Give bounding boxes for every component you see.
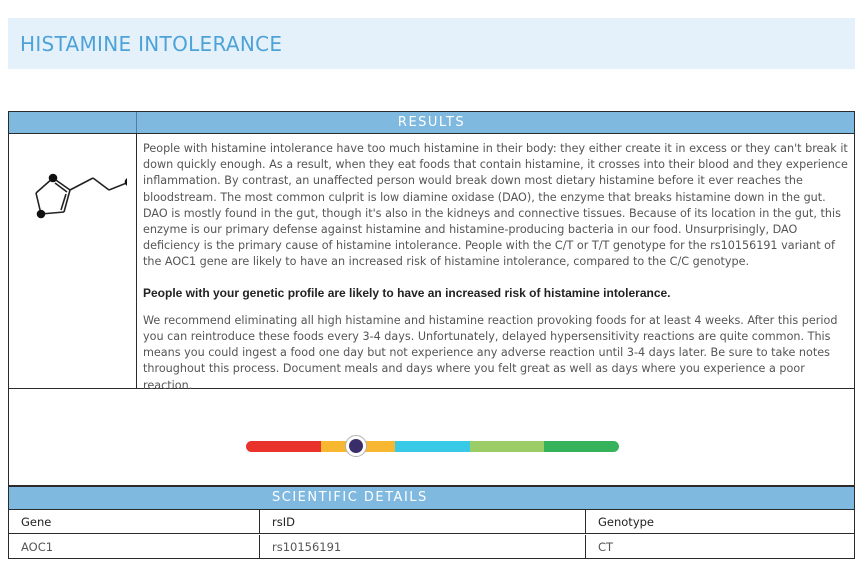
column-header-rsid: rsID — [259, 510, 585, 533]
results-header-label: RESULTS — [397, 115, 466, 130]
results-header — [9, 112, 854, 134]
risk-gauge-panel — [8, 388, 855, 486]
title-bar — [8, 18, 855, 69]
molecule-cell — [9, 134, 137, 388]
gauge-segment-red — [246, 441, 321, 452]
gauge-segment-cyan — [395, 441, 470, 452]
gauge-marker — [345, 435, 367, 457]
column-header-gene: Gene — [21, 515, 52, 529]
table-row — [9, 535, 854, 559]
column-header-genotype: Genotype — [585, 510, 854, 533]
histamine-molecule-icon — [27, 166, 127, 236]
genotype-value: CT — [585, 535, 854, 559]
risk-statement: People with your genetic profile are likely to have an increased risk of histamine intolerance. — [143, 285, 671, 300]
scientific-details-table — [8, 486, 855, 559]
risk-gauge — [246, 441, 619, 452]
results-table — [8, 111, 855, 392]
recommendation-paragraph: We recommend eliminating all high histamine and histamine reaction provoking foods for at least 4 weeks. After this period you can reintroduce these foods every 3-4 days. Unfortunately, delayed hypersensitivity reactions are quite common. This means you could ingest a food one day but not experience any adverse reaction until 3-4 days later. Be sure to take notes throughout this process. Document meals and days where you felt great as well as days where you experience a poor reaction. — [143, 313, 838, 392]
gene-value: AOC1 — [21, 540, 54, 554]
description-paragraph: People with histamine intolerance have too much histamine in their body: they either create it in excess or they can't break it down quickly enough. As a result, when they eat foods that contain histamine, it crosses into their blood and they experience inflammation. By contrast, an unaffected person would break down most dietary histamine before it ever reaches the bloodstream. The most common culprit is low diamine oxidase (DAO), the enzyme that breaks histamine down in the gut. DAO is mostly found in the gut, though it's also in the kidneys and connective tissues. Because of its location in the gut, this enzyme is our primary defense against histamine and histamine-producing bacteria in our food. Unsurprisingly, DAO deficiency is the primary cause of histamine intolerance. People with the C/T or T/T genotype for the rs10156191 variant of the AOC1 gene are likely to have an increased risk of histamine intolerance, compared to the C/C genotype. — [143, 142, 848, 269]
results-text — [143, 141, 851, 402]
table-header-row — [9, 510, 854, 534]
gauge-segment-lightgreen — [470, 441, 545, 452]
rsid-value: rs10156191 — [259, 535, 585, 559]
scientific-details-header — [9, 487, 854, 510]
scientific-details-label: SCIENTIFIC DETAILS — [272, 490, 428, 505]
gauge-segment-green — [544, 441, 619, 452]
results-body — [9, 134, 854, 392]
page-title: HISTAMINE INTOLERANCE — [20, 32, 283, 56]
